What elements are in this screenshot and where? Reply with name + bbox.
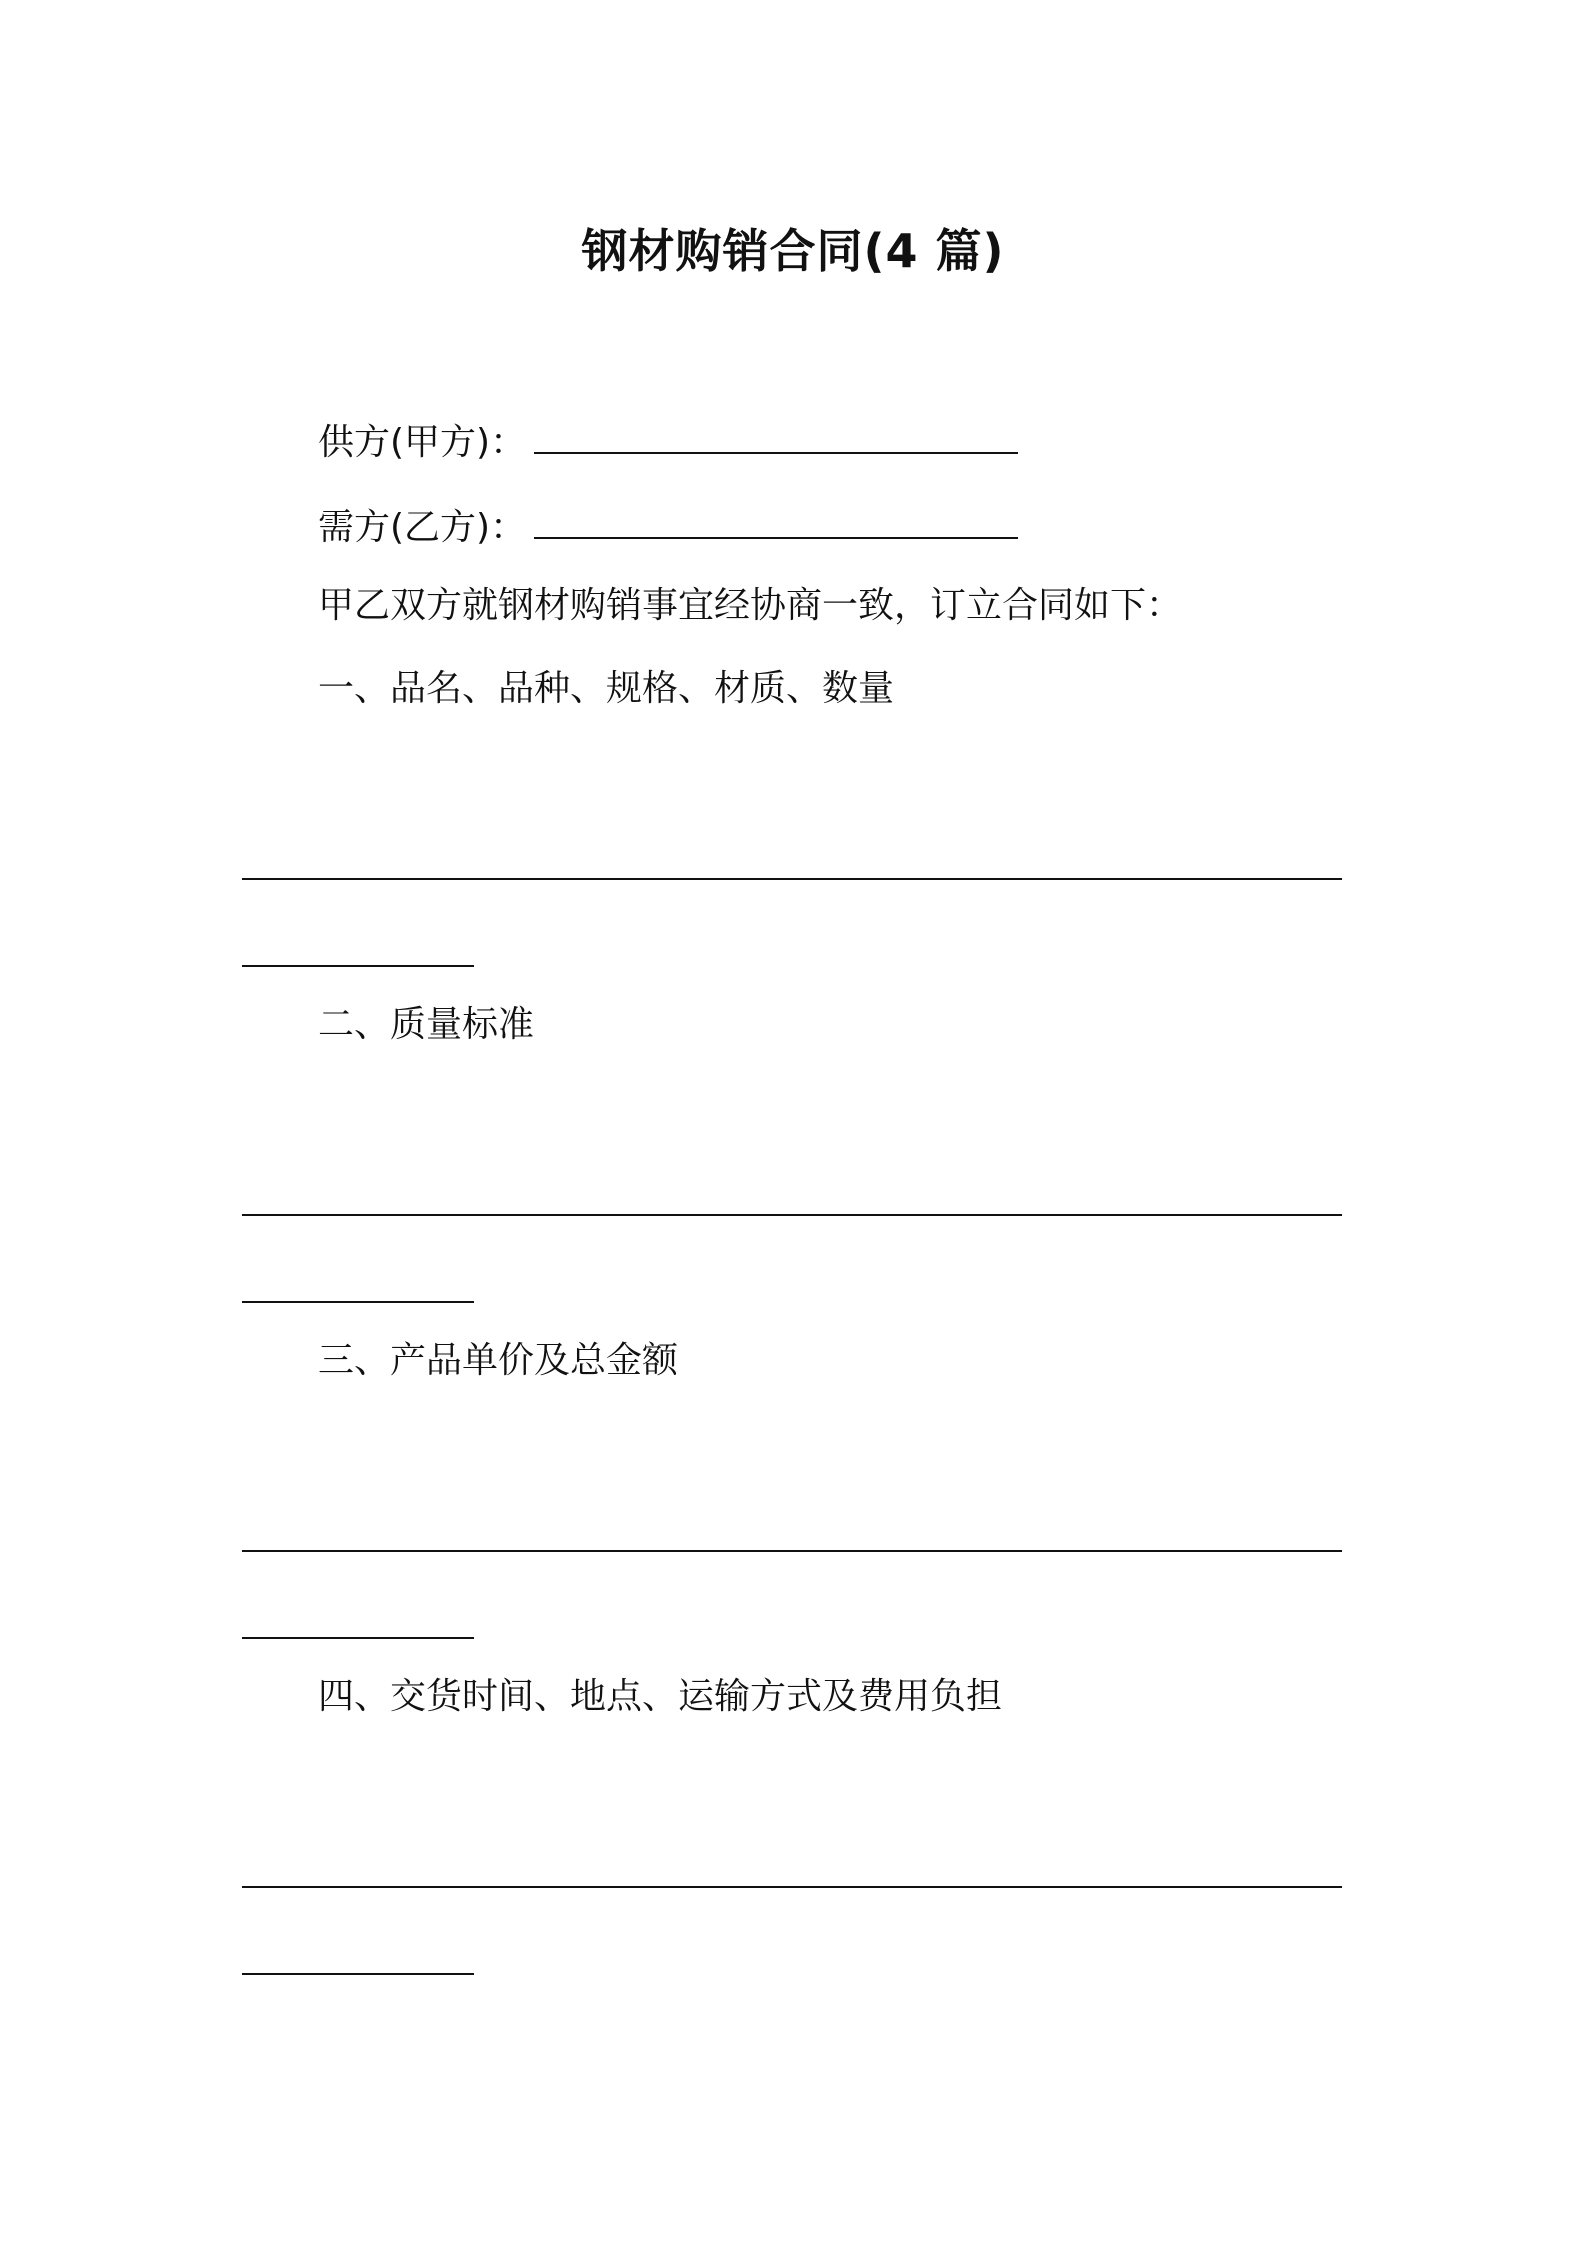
section-4-blank-line[interactable]	[242, 1886, 1342, 1888]
supplier-label: 供方(甲方)：	[318, 422, 527, 463]
section-2-blank-line[interactable]	[242, 1214, 1342, 1216]
document-title: 钢材购销合同(4 篇)	[581, 224, 1005, 278]
section-4-blank-line-continued[interactable]	[242, 1973, 474, 1975]
intro-paragraph: 甲乙双方就钢材购销事宜经协商一致，订立合同如下：	[318, 585, 1183, 626]
buyer-label: 需方(乙方)：	[318, 507, 527, 548]
section-heading-3: 三、产品单价及总金额	[318, 1340, 679, 1381]
section-2-blank-line-continued[interactable]	[242, 1301, 474, 1303]
section-heading-1: 一、品名、品种、规格、材质、数量	[318, 668, 895, 709]
supplier-line	[318, 420, 1018, 466]
section-1-blank-line-continued[interactable]	[242, 965, 474, 967]
buyer-line	[318, 505, 1018, 551]
supplier-blank-field[interactable]	[534, 422, 1018, 454]
section-3-blank-line-continued[interactable]	[242, 1637, 474, 1639]
section-heading-4: 四、交货时间、地点、运输方式及费用负担	[318, 1676, 1003, 1717]
section-3-blank-line[interactable]	[242, 1550, 1342, 1552]
section-heading-2: 二、质量标准	[318, 1004, 535, 1045]
buyer-blank-field[interactable]	[534, 507, 1018, 539]
section-1-blank-line[interactable]	[242, 878, 1342, 880]
